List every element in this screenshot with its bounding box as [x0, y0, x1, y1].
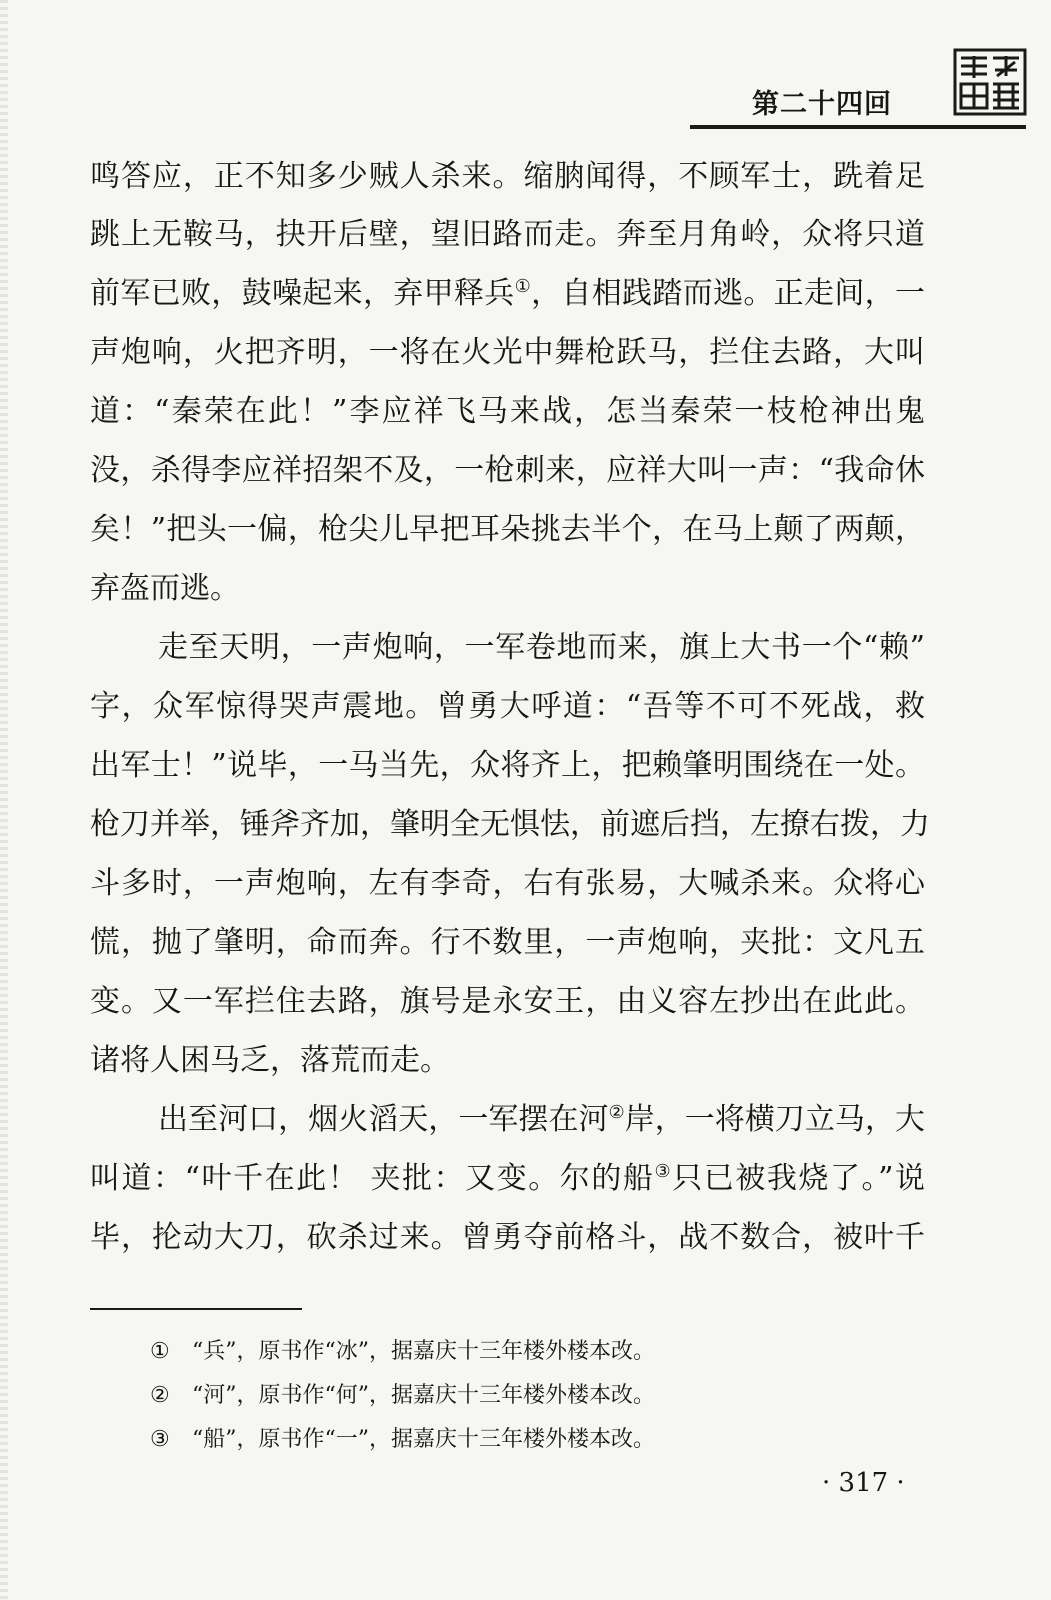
footnote-text: “兵”，原书作“冰”，据嘉庆十三年楼外楼本改。 [192, 1339, 655, 1364]
text-line: 弃盔而逃。 [90, 571, 240, 606]
footnote [150, 1425, 655, 1455]
text-line [90, 274, 925, 314]
footnote-reference: ② [608, 1102, 625, 1123]
header-rule [690, 125, 1026, 129]
text-line: 枪刀并举，锤斧齐加，肇明全无惧怯，前遮后挡，左撩右拨，力 [90, 807, 930, 842]
scan-edge [0, 0, 8, 1600]
text-line: 跳上无鞍马，抉开后壁，望旧路而走。奔至月角岭，众将只道 [90, 217, 925, 252]
text-segment: 叫道：“叶千在此！ 夹批：又变。尔的船 [90, 1161, 655, 1196]
text-line: 斗多时，一声炮响，左有李奇，右有张易，大喊杀来。众将心 [90, 866, 925, 901]
text-line [158, 1100, 925, 1140]
footnote-reference: ① [514, 276, 532, 297]
text-segment: 出至河口，烟火滔天，一军摆在河 [158, 1102, 609, 1137]
text-line: 出军士！”说毕，一马当先，众将齐上，把赖肇明围绕在一处。 [90, 748, 925, 783]
footnote-text: “船”，原书作“一”，据嘉庆十三年楼外楼本改。 [192, 1427, 655, 1452]
text-segment: 前军已败，鼓噪起来，弃甲释兵 [90, 276, 515, 311]
text-line: 道：“秦荣在此！”李应祥飞马来战，怎当秦荣一枝枪神出鬼 [90, 394, 925, 429]
text-line: 字，众军惊得哭声震地。曾勇大呼道：“吾等不可不死战，救 [90, 689, 925, 724]
text-line [90, 1159, 925, 1199]
text-line: 毕，抡动大刀，砍杀过来。曾勇夺前格斗，战不数合，被叶千 [90, 1220, 925, 1255]
footnote-number: ③ [150, 1427, 170, 1452]
footnote-number: ① [150, 1339, 170, 1364]
text-segment: ，自相践踏而逃。正走间，一 [531, 276, 925, 311]
text-line: 走至天明，一声炮响，一军卷地而来，旗上大书一个“赖” [158, 630, 925, 665]
footnote [150, 1381, 655, 1411]
footnote-text: “河”，原书作“何”，据嘉庆十三年楼外楼本改。 [192, 1383, 655, 1408]
footnote [150, 1337, 655, 1367]
text-segment: 岸，一将横刀立马，大 [624, 1102, 925, 1137]
footnote-divider [90, 1308, 302, 1310]
chapter-title: 第二十四回 [752, 89, 892, 120]
seal-icon [953, 48, 1027, 116]
footnote-reference: ③ [654, 1161, 673, 1182]
text-line: 诸将人困马乏，落荒而走。 [90, 1043, 450, 1078]
text-line: 声炮响，火把齐明，一将在火光中舞枪跃马，拦住去路，大叫 [90, 335, 925, 370]
text-line: 矣！”把头一偏，枪尖儿早把耳朵挑去半个，在马上颠了两颠， [90, 512, 925, 547]
text-line: 没，杀得李应祥招架不及，一枪刺来，应祥大叫一声：“我命休 [90, 453, 925, 488]
text-line: 慌，抛了肇明，命而奔。行不数里，一声炮响，夹批：文凡五 [90, 925, 925, 960]
text-line: 变。又一军拦住去路，旗号是永安王，由义容左抄出在此此。 [90, 984, 925, 1019]
page-number: · 317 · [822, 1468, 905, 1498]
text-segment: 只已被我烧了。”说 [672, 1161, 926, 1196]
footnote-number: ② [150, 1383, 170, 1408]
text-line: 鸣答应，正不知多少贼人杀来。缩朒闻得，不顾军士，跣着足 [90, 159, 925, 194]
